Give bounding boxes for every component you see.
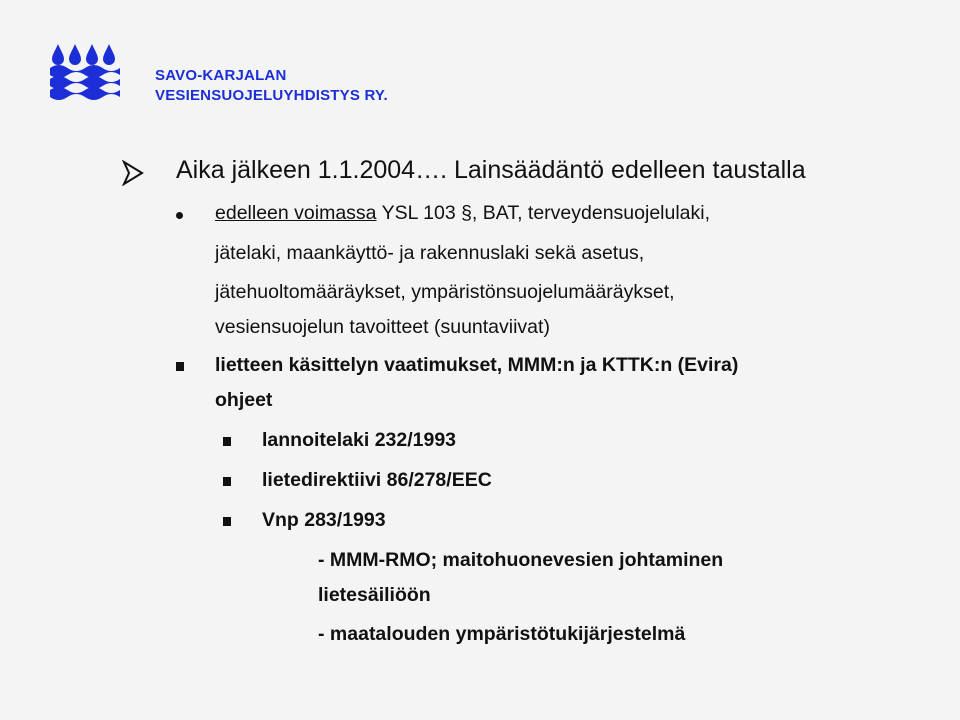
slide-heading: Aika jälkeen 1.1.2004…. Lainsäädäntö edelleen taustalla <box>176 156 806 184</box>
dot-bullet-icon <box>176 212 183 219</box>
sub-list-item: lietesäiliöön <box>318 584 431 606</box>
arrow-bullet-icon <box>122 160 144 186</box>
laws-line-3: jätehuoltomääräykset, ympäristönsuojelumääräykset, <box>215 281 675 303</box>
list-item: Vnp 283/1993 <box>262 509 386 531</box>
laws-line-2: jätelaki, maankäyttö- ja rakennuslaki sekä asetus, <box>215 242 645 264</box>
sludge-line-2: ohjeet <box>215 389 273 411</box>
org-name-line1: SAVO-KARJALAN <box>155 67 287 84</box>
laws-underlined-phrase: edelleen voimassa <box>215 202 377 224</box>
square-bullet-icon <box>223 437 231 446</box>
sub-list-item: - MMM-RMO; maitohuonevesien johtaminen <box>318 549 724 571</box>
organization-name <box>155 66 388 106</box>
org-name-line2: VESIENSUOJELUYHDISTYS RY. <box>155 87 388 104</box>
water-drops-waves-logo <box>50 42 120 100</box>
list-item: lannoitelaki 232/1993 <box>262 429 457 451</box>
square-bullet-icon <box>223 477 231 486</box>
laws-line-1 <box>215 202 710 225</box>
square-bullet-icon <box>176 362 184 371</box>
laws-line-1-rest: YSL 103 §, BAT, terveydensuojelulaki, <box>376 202 711 224</box>
list-item: lietedirektiivi 86/278/EEC <box>262 469 492 491</box>
square-bullet-icon <box>223 517 231 526</box>
laws-line-4: vesiensuojelun tavoitteet (suuntaviivat) <box>215 316 550 338</box>
sludge-line-1: lietteen käsittelyn vaatimukset, MMM:n ja KTTK:n (Evira) <box>215 354 739 376</box>
sub-list-item: - maatalouden ympäristötukijärjestelmä <box>318 623 686 645</box>
